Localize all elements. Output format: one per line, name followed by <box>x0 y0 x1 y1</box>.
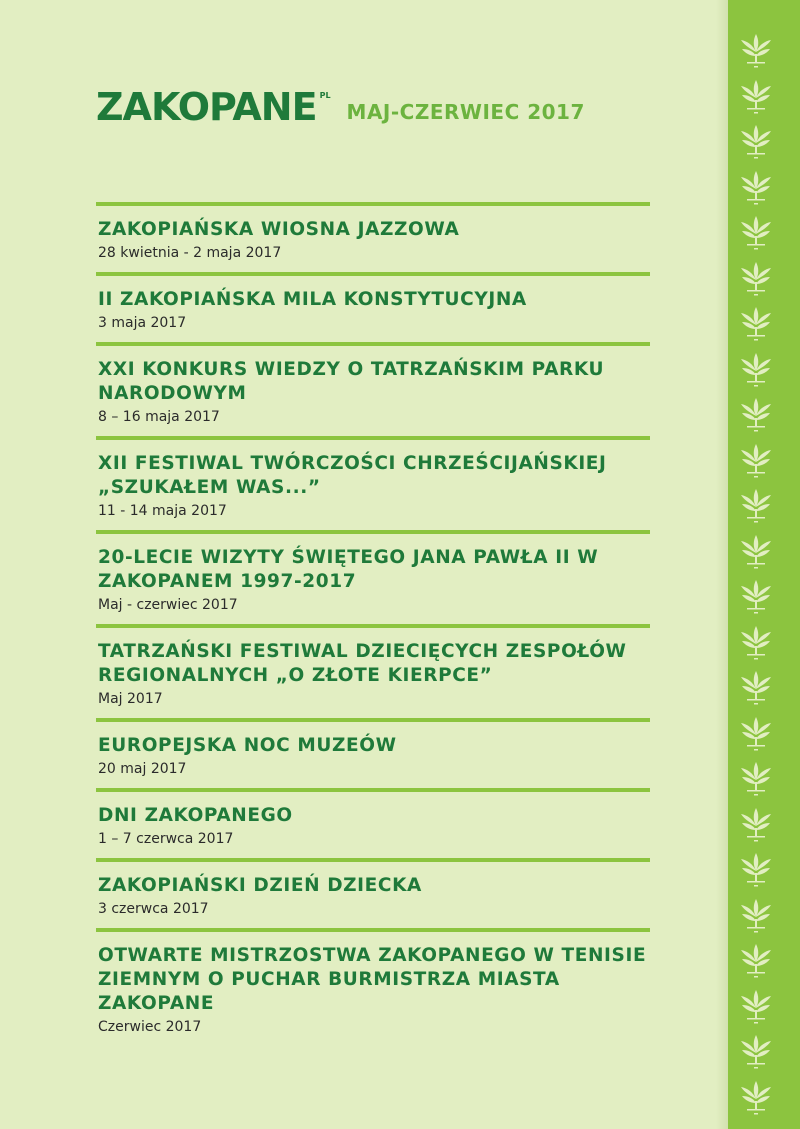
thistle-ornament-icon <box>734 667 778 711</box>
event-item <box>96 436 650 530</box>
thistle-ornament-icon <box>734 986 778 1030</box>
event-item <box>96 202 650 272</box>
event-title: TATRZAŃSKI FESTIWAL DZIECIĘCYCH ZESPOŁÓW REGIONALNYCH „O ZŁOTE KIERPCE” <box>98 641 627 686</box>
event-date: 11 - 14 maja 2017 <box>98 503 227 519</box>
thistle-ornament-icon <box>734 167 778 211</box>
event-item <box>96 858 650 928</box>
event-item <box>96 342 650 436</box>
thistle-ornament-icon <box>734 258 778 302</box>
event-title: OTWARTE MISTRZOSTWA ZAKOPANEGO W TENISIE ZIEMNYM O PUCHAR BURMISTRZA MIASTA ZAKOPANE <box>98 945 647 1014</box>
event-date: Maj 2017 <box>98 691 163 707</box>
event-title: ZAKOPIAŃSKI DZIEŃ DZIECKA <box>98 875 422 896</box>
event-title: ZAKOPIAŃSKA WIOSNA JAZZOWA <box>98 219 460 240</box>
event-date: Maj - czerwiec 2017 <box>98 597 238 613</box>
header <box>96 85 585 129</box>
strip-shadow <box>716 0 728 1129</box>
event-date: 28 kwietnia - 2 maja 2017 <box>98 245 282 261</box>
thistle-ornament-icon <box>734 440 778 484</box>
event-item <box>96 928 650 1046</box>
event-date: 20 maj 2017 <box>98 761 187 777</box>
event-item <box>96 530 650 624</box>
thistle-ornament-icon <box>734 349 778 393</box>
thistle-ornament-icon <box>734 121 778 165</box>
zakopane-logo <box>96 85 331 129</box>
thistle-ornament-icon <box>734 758 778 802</box>
thistle-ornament-icon <box>734 76 778 120</box>
thistle-ornament-icon <box>734 1031 778 1075</box>
thistle-ornament-icon <box>734 485 778 529</box>
event-date: Czerwiec 2017 <box>98 1019 202 1035</box>
event-list <box>96 202 650 1046</box>
event-date: 3 czerwca 2017 <box>98 901 209 917</box>
event-item <box>96 272 650 342</box>
event-item <box>96 788 650 858</box>
thistle-ornament-icon <box>734 895 778 939</box>
event-title: XII FESTIWAL TWÓRCZOŚCI CHRZEŚCIJAŃSKIEJ „SZUKAŁEM WAS...” <box>98 453 607 498</box>
period-title: MAJ-CZERWIEC 2017 <box>346 100 585 124</box>
thistle-ornament-icon <box>734 303 778 347</box>
thistle-ornament-icon <box>734 804 778 848</box>
event-date: 1 – 7 czerwca 2017 <box>98 831 234 847</box>
thistle-ornament-icon <box>734 394 778 438</box>
thistle-ornament-icon <box>734 622 778 666</box>
event-title: 20-LECIE WIZYTY ŚWIĘTEGO JANA PAWŁA II W ZAKOPANEM 1997-2017 <box>98 547 599 592</box>
thistle-ornament-icon <box>734 940 778 984</box>
event-date: 8 – 16 maja 2017 <box>98 409 220 425</box>
logo-suffix: PL <box>319 91 331 100</box>
event-title: XXI KONKURS WIEDZY O TATRZAŃSKIM PARKU NARODOWYM <box>98 359 605 404</box>
thistle-ornament-icon <box>734 1077 778 1121</box>
event-title: EUROPEJSKA NOC MUZEÓW <box>98 735 397 756</box>
thistle-ornament-icon <box>734 531 778 575</box>
event-item <box>96 718 650 788</box>
logo-text: ZAKOPANE <box>96 85 317 129</box>
event-item <box>96 624 650 718</box>
thistle-ornament-icon <box>734 212 778 256</box>
thistle-ornament-icon <box>734 849 778 893</box>
event-date: 3 maja 2017 <box>98 315 187 331</box>
thistle-ornament-icon <box>734 30 778 74</box>
event-title: II ZAKOPIAŃSKA MILA KONSTYTUCYJNA <box>98 289 527 310</box>
event-title: DNI ZAKOPANEGO <box>98 805 293 826</box>
thistle-ornament-icon <box>734 576 778 620</box>
thistle-ornament-icon <box>734 713 778 757</box>
